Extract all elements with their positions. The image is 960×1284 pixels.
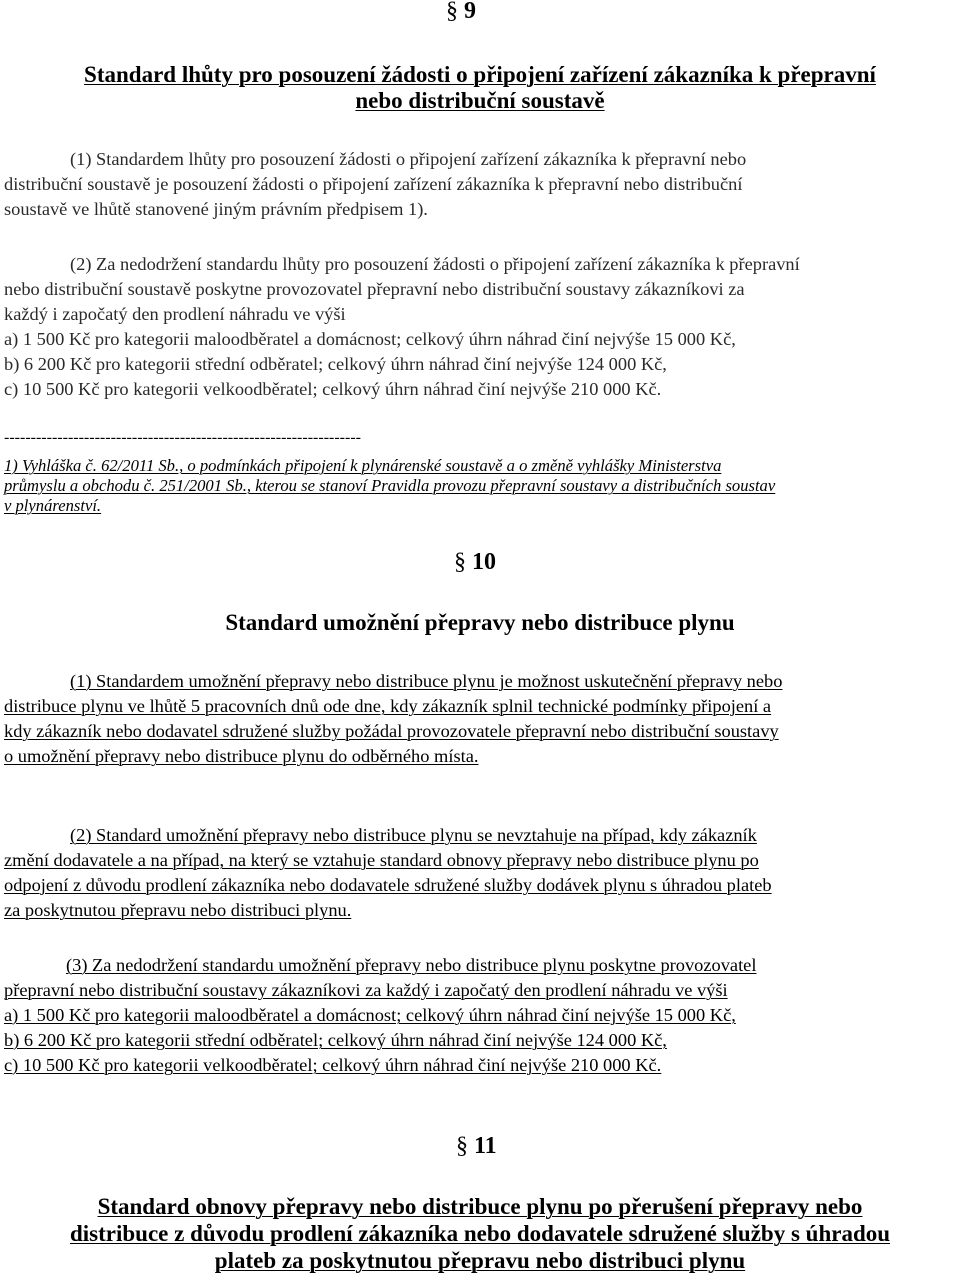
section-9-title — [4, 62, 956, 114]
section-10-paragraph-3 — [4, 953, 956, 1078]
section-number: 10 — [472, 549, 496, 575]
footnote-rule: ------------------------------------------------------------------- — [4, 429, 361, 446]
list-item: c) 10 500 Kč pro kategorii velkoodběratel; celkový úhrn náhrad činí nejvýše 210 000 Kč. — [4, 1055, 662, 1075]
section-10-title — [4, 610, 956, 636]
section-symbol: § — [454, 549, 466, 575]
paragraph-line: (2) Standard umožnění přepravy nebo distribuce plynu se nevztahuje na případ, kdy zákazník — [70, 825, 757, 845]
section-10-paragraph-2 — [4, 823, 956, 923]
title-line: distribuce z důvodu prodlení zákazníka nebo dodavatele sdružené služby s úhradou — [69, 1221, 891, 1246]
paragraph-line: soustavě ve lhůtě stanovené jiným právním předpisem 1). — [4, 199, 428, 219]
section-9-heading — [446, 0, 526, 26]
footnote-line: v plynárenství. — [4, 496, 102, 515]
section-10-heading — [454, 547, 554, 577]
paragraph-line: nebo distribuční soustavě poskytne provozovatel přepravní nebo distribuční soustavy zákazníkovi za — [4, 279, 745, 299]
section-11-title — [4, 1193, 956, 1274]
section-symbol: § — [456, 1133, 468, 1159]
footnote-line: 1) Vyhláška č. 62/2011 Sb., o podmínkách připojení k plynárenské soustavě a o změně vyhlášky Ministerstva — [4, 456, 722, 475]
paragraph-line: přepravní nebo distribuční soustavy zákazníkovi za každý i započatý den prodlení náhradu ve výši — [4, 980, 728, 1000]
paragraph-line: distribuce plynu ve lhůtě 5 pracovních dnů ode dne, kdy zákazník splnil technické podmínky připojení a — [4, 696, 772, 716]
list-item: b) 6 200 Kč pro kategorii střední odběratel; celkový úhrn náhrad činí nejvýše 124 000 Kč, — [4, 1030, 667, 1050]
section-9-paragraph-1 — [4, 147, 956, 222]
paragraph-line: distribuční soustavě je posouzení žádosti o připojení zařízení zákazníka k přepravní nebo distribuční — [4, 174, 743, 194]
list-item: a) 1 500 Kč pro kategorii maloodběratel a domácnost; celkový úhrn náhrad činí nejvýše 15 000 Kč, — [4, 1005, 736, 1025]
paragraph-line: odpojení z důvodu prodlení zákazníka nebo dodavatele sdružené služby dodávek plynu s úhradou plateb — [4, 875, 772, 895]
list-item: b) 6 200 Kč pro kategorii střední odběratel; celkový úhrn náhrad činí nejvýše 124 000 Kč, — [4, 354, 667, 374]
paragraph-line: (3) Za nedodržení standardu umožnění přepravy nebo distribuce plynu poskytne provozovatel — [66, 955, 757, 975]
title-line: Standard umožnění přepravy nebo distribuce plynu — [225, 610, 735, 635]
footnote-line: průmyslu a obchodu č. 251/2001 Sb., kterou se stanoví Pravidla provozu přepravní soustavy a distribučních soustav — [4, 476, 776, 495]
paragraph-line: o umožnění přepravy nebo distribuce plynu do odběrného místa. — [4, 746, 479, 766]
section-11-heading — [456, 1131, 556, 1161]
paragraph-line: změní dodavatele a na případ, na který se vztahuje standard obnovy přepravy nebo distribuce plynu po — [4, 850, 759, 870]
paragraph-line: (1) Standardem lhůty pro posouzení žádosti o připojení zařízení zákazníka k přepravní nebo — [70, 149, 747, 169]
paragraph-line: (2) Za nedodržení standardu lhůty pro posouzení žádosti o připojení zařízení zákazníka k přepravní — [70, 254, 800, 274]
title-line: Standard lhůty pro posouzení žádosti o připojení zařízení zákazníka k přepravní — [84, 62, 876, 87]
section-number: 11 — [474, 1133, 497, 1159]
paragraph-line: kdy zákazník nebo dodavatel sdružené služby požádal provozovatele přepravní nebo distribuční soustavy — [4, 721, 779, 741]
list-item: c) 10 500 Kč pro kategorii velkoodběratel; celkový úhrn náhrad činí nejvýše 210 000 Kč. — [4, 379, 662, 399]
section-number: 9 — [464, 0, 476, 24]
title-line: plateb za poskytnutou přepravu nebo distribuci plynu — [214, 1248, 746, 1273]
section-10-paragraph-1 — [4, 669, 956, 769]
title-line: Standard obnovy přepravy nebo distribuce plynu po přerušení přepravy nebo — [97, 1194, 863, 1219]
list-item: a) 1 500 Kč pro kategorii maloodběratel a domácnost; celkový úhrn náhrad činí nejvýše 15 000 Kč, — [4, 329, 736, 349]
section-9-paragraph-2 — [4, 252, 956, 402]
title-line: nebo distribuční soustavě — [355, 88, 605, 113]
paragraph-line: (1) Standardem umožnění přepravy nebo distribuce plynu je možnost uskutečnění přepravy nebo — [70, 671, 783, 691]
section-symbol: § — [446, 0, 458, 24]
footnote — [4, 456, 956, 516]
paragraph-line: za poskytnutou přepravu nebo distribuci plynu. — [4, 900, 352, 920]
paragraph-line: každý i započatý den prodlení náhradu ve výši — [4, 304, 346, 324]
